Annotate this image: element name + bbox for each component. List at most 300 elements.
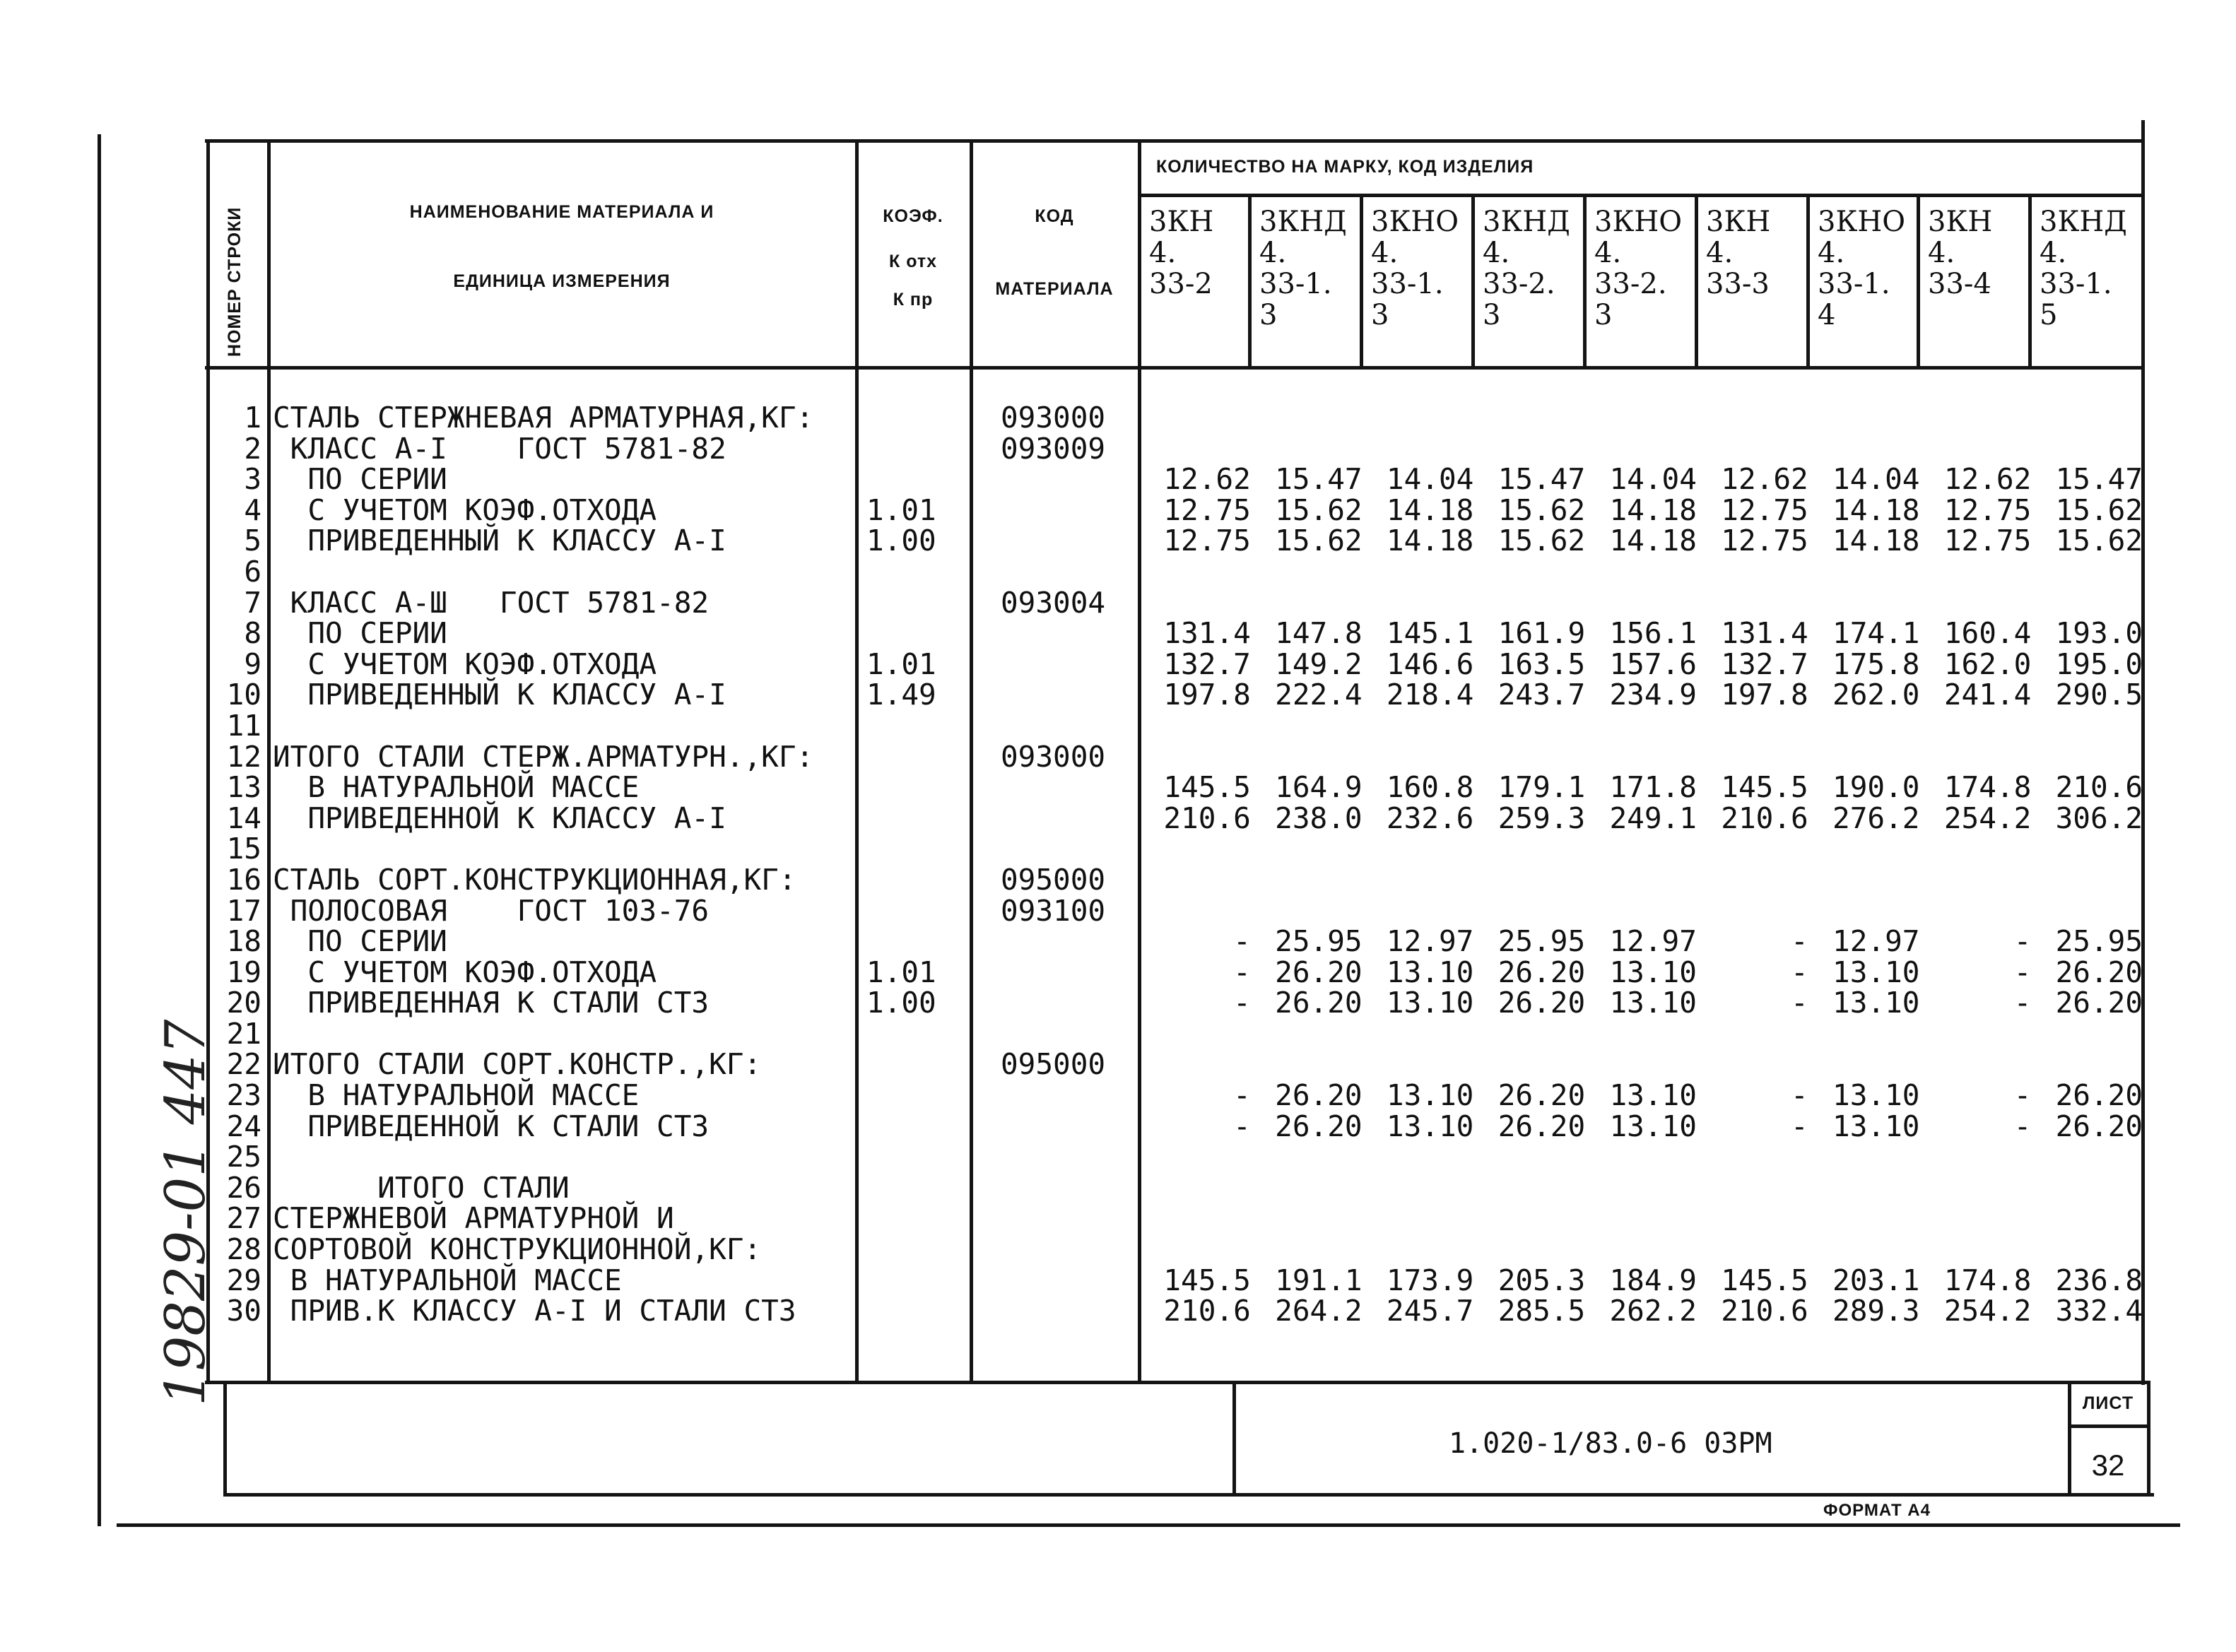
value-cell: 210.6 xyxy=(1721,1294,1808,1328)
row-number: 10 xyxy=(226,678,261,712)
coefficient xyxy=(866,557,965,588)
value-cell: 193.0 xyxy=(2055,616,2143,651)
value-cell xyxy=(1363,434,1474,465)
material-name xyxy=(273,711,852,742)
value-cell: 145.5 xyxy=(1721,1263,1808,1297)
value-cell: 210.6 xyxy=(1163,1294,1251,1328)
value-cell: 12.75 xyxy=(1721,492,1808,527)
value-cell: 174.8 xyxy=(1943,770,2032,805)
coefficient xyxy=(866,711,965,742)
value-cell: 25.95 xyxy=(1497,924,1586,959)
coefficient xyxy=(866,464,965,495)
material-name: СТАЛЬ СТЕРЖНЕВАЯ АРМАТУРНАЯ,КГ: xyxy=(273,401,814,435)
material-code xyxy=(1001,1203,1135,1234)
value-cell: 171.8 xyxy=(1609,770,1697,805)
material-code xyxy=(1001,1234,1135,1265)
value-cell xyxy=(1919,434,2031,465)
value-cell xyxy=(1251,1049,1363,1080)
value-cell xyxy=(1363,834,1474,865)
product-code-header: 3КН 4. 33-3 xyxy=(1706,206,1771,300)
value-cell: 26.20 xyxy=(1497,986,1586,1020)
document-code: 1.020-1/83.0-6 03РМ xyxy=(1449,1427,1772,1460)
value-cell xyxy=(1585,834,1697,865)
material-code xyxy=(1001,1296,1135,1327)
value-row xyxy=(1139,1173,2143,1204)
value-row xyxy=(1139,1296,2143,1327)
material-name: ИТОГО СТАЛИ СТЕРЖ.АРМАТУРН.,КГ: xyxy=(273,739,814,774)
value-cell: 236.8 xyxy=(2055,1263,2143,1297)
value-cell: 232.6 xyxy=(1386,801,1474,835)
value-cell: 14.04 xyxy=(1832,462,1920,497)
material-name: ПРИВ.К КЛАССУ А-I И СТАЛИ СТ3 xyxy=(273,1294,796,1328)
format-label: ФОРМАТ А4 xyxy=(1823,1501,1931,1520)
value-cell: 15.47 xyxy=(1497,462,1586,497)
value-cell xyxy=(1697,1173,1808,1204)
material-code xyxy=(1001,1173,1135,1204)
value-cell: 218.4 xyxy=(1386,678,1474,712)
stamp-right-border xyxy=(2147,1381,2150,1495)
value-cell xyxy=(1919,742,2031,773)
value-cell: 13.10 xyxy=(1832,955,1920,989)
column-divider xyxy=(1806,195,1810,367)
value-cell xyxy=(2031,434,2143,465)
stamp-bottom-border xyxy=(223,1493,2154,1497)
value-cell: 131.4 xyxy=(1721,616,1808,651)
value-cell xyxy=(2031,1142,2143,1173)
coefficient xyxy=(866,618,965,649)
coefficient xyxy=(866,865,965,896)
value-cell xyxy=(1473,1049,1585,1080)
value-row xyxy=(1139,1203,2143,1234)
value-cell xyxy=(2031,896,2143,927)
material-name xyxy=(273,1142,852,1173)
value-cell: 13.10 xyxy=(1386,1078,1474,1113)
value-cell xyxy=(1697,1019,1808,1050)
material-code xyxy=(1001,1142,1135,1173)
value-cell xyxy=(1697,742,1808,773)
value-cell: 174.1 xyxy=(1832,616,1920,651)
value-cell xyxy=(1808,588,1920,619)
coefficient xyxy=(866,834,965,865)
value-cell: 13.10 xyxy=(1609,1078,1697,1113)
value-cell xyxy=(1363,1142,1474,1173)
value-cell: 26.20 xyxy=(1275,1078,1363,1113)
coefficient: 1.01 xyxy=(866,955,936,989)
coefficient xyxy=(866,1173,965,1204)
value-cell xyxy=(1585,1234,1697,1265)
value-cell xyxy=(1919,588,2031,619)
value-cell: 179.1 xyxy=(1497,770,1586,805)
value-cell xyxy=(1251,1019,1363,1050)
value-row xyxy=(1139,492,2143,527)
value-cell: 12.75 xyxy=(1163,492,1251,527)
value-cell: 12.97 xyxy=(1609,924,1697,959)
value-cell xyxy=(1808,557,1920,588)
value-cell xyxy=(1808,742,1920,773)
value-cell xyxy=(1919,865,2031,896)
value-cell: 254.2 xyxy=(1943,1294,2032,1328)
row-number-header: НОМЕР СТРОКИ xyxy=(225,206,245,357)
product-code-header: 3КНО 4. 33-2. 3 xyxy=(1594,206,1683,331)
value-cell: 157.6 xyxy=(1609,647,1697,681)
value-cell: 15.62 xyxy=(1497,492,1586,527)
value-cell: 160.8 xyxy=(1386,770,1474,805)
value-cell: - xyxy=(1791,955,1808,989)
margin-handwritten-note: 19829-01 447 xyxy=(154,1019,218,1406)
value-cell: 12.97 xyxy=(1386,924,1474,959)
row-number: 29 xyxy=(226,1263,261,1297)
value-cell xyxy=(1139,1234,1251,1265)
value-cell xyxy=(1139,1203,1251,1234)
column-divider xyxy=(1360,195,1363,367)
value-cell: 184.9 xyxy=(1609,1263,1697,1297)
stamp-left-border xyxy=(223,1381,227,1495)
value-cell xyxy=(1139,1173,1251,1204)
stamp-mid-divider xyxy=(1232,1381,1236,1495)
value-cell xyxy=(1919,1203,2031,1234)
coefficient-column xyxy=(866,403,965,1327)
value-cell: 13.10 xyxy=(1386,986,1474,1020)
value-cell xyxy=(1139,434,1251,465)
coefficient xyxy=(866,926,965,957)
value-cell: 174.8 xyxy=(1943,1263,2032,1297)
value-cell xyxy=(1139,865,1251,896)
value-cell xyxy=(1585,1049,1697,1080)
value-cell xyxy=(2031,1234,2143,1265)
value-cell: 26.20 xyxy=(2055,1078,2143,1113)
value-cell xyxy=(1919,1142,2031,1173)
left-margin-line xyxy=(98,134,101,1526)
product-code-header: 3КНО 4. 33-1. 3 xyxy=(1371,206,1459,331)
material-code xyxy=(1001,1080,1135,1111)
value-cell: 132.7 xyxy=(1163,647,1251,681)
value-cell: 15.62 xyxy=(1275,492,1363,527)
column-divider xyxy=(2028,195,2032,367)
value-cell: 197.8 xyxy=(1721,678,1808,712)
value-cell: - xyxy=(1791,924,1808,959)
value-cell xyxy=(1473,557,1585,588)
row-number: 1 xyxy=(244,401,261,435)
value-row xyxy=(1139,1142,2143,1173)
material-code xyxy=(1001,1019,1135,1050)
value-cell: 25.95 xyxy=(2055,924,2143,959)
value-cell xyxy=(1251,1234,1363,1265)
value-cell xyxy=(1139,588,1251,619)
material-name: В НАТУРАЛЬНОЙ МАССЕ xyxy=(273,1078,640,1113)
value-row xyxy=(1139,957,2143,989)
value-cell xyxy=(1139,403,1251,434)
material-code xyxy=(1001,464,1135,495)
coefficient xyxy=(866,1265,965,1297)
value-cell: 145.5 xyxy=(1163,770,1251,805)
material-code xyxy=(1001,772,1135,803)
value-cell: 234.9 xyxy=(1609,678,1697,712)
value-cell: 14.18 xyxy=(1609,492,1697,527)
value-cell xyxy=(1585,403,1697,434)
material-code xyxy=(1001,526,1135,557)
value-cell xyxy=(1363,1234,1474,1265)
value-cell xyxy=(1808,896,1920,927)
value-cell xyxy=(1139,834,1251,865)
value-cell xyxy=(1473,834,1585,865)
coefficient xyxy=(866,772,965,803)
value-cell xyxy=(1363,557,1474,588)
row-number: 13 xyxy=(226,770,261,805)
value-cell xyxy=(1919,1049,2031,1080)
value-cell: 243.7 xyxy=(1497,678,1586,712)
material-name: С УЧЕТОМ КОЭФ.ОТХОДА xyxy=(273,492,657,527)
value-cell: 145.1 xyxy=(1386,616,1474,651)
value-cell xyxy=(1919,834,2031,865)
value-cell xyxy=(1808,1234,1920,1265)
value-cell: - xyxy=(2013,955,2032,989)
value-cell xyxy=(1808,403,1920,434)
value-cell xyxy=(2031,557,2143,588)
column-divider xyxy=(1583,195,1587,367)
value-cell: 149.2 xyxy=(1275,647,1363,681)
value-cell xyxy=(1585,1173,1697,1204)
value-row xyxy=(1139,464,2143,495)
material-code: 093004 xyxy=(1001,585,1106,620)
row-number: 5 xyxy=(244,524,261,558)
value-cell xyxy=(1473,711,1585,742)
value-cell: 26.20 xyxy=(2055,986,2143,1020)
value-cell: 290.5 xyxy=(2055,678,2143,712)
value-cell: 15.62 xyxy=(1275,524,1363,558)
value-cell: 162.0 xyxy=(1943,647,2032,681)
value-cell xyxy=(1139,557,1251,588)
value-row xyxy=(1139,711,2143,742)
value-cell xyxy=(1473,896,1585,927)
value-cell: 12.97 xyxy=(1832,924,1920,959)
value-cell: 26.20 xyxy=(1497,1109,1586,1143)
row-number: 15 xyxy=(226,832,261,866)
value-cell xyxy=(1697,1142,1808,1173)
material-code xyxy=(1001,649,1135,680)
value-row xyxy=(1139,526,2143,557)
material-code xyxy=(1001,803,1135,834)
value-cell: 203.1 xyxy=(1832,1263,1920,1297)
sheet-label-divider xyxy=(2068,1424,2147,1428)
value-cell: 222.4 xyxy=(1275,678,1363,712)
value-cell: 249.1 xyxy=(1609,801,1697,835)
material-name xyxy=(273,834,852,865)
material-name: СТЕРЖНЕВОЙ АРМАТУРНОЙ И xyxy=(273,1201,674,1236)
value-cell: 259.3 xyxy=(1497,801,1586,835)
value-cell xyxy=(2031,1203,2143,1234)
quantity-header-divider xyxy=(1139,194,2141,197)
value-cell xyxy=(1919,1019,2031,1050)
value-cell: 146.6 xyxy=(1386,647,1474,681)
value-cell xyxy=(1919,711,2031,742)
row-number: 23 xyxy=(226,1078,261,1113)
row-number: 19 xyxy=(226,955,261,989)
material-code xyxy=(1001,1265,1135,1297)
value-cell: 15.47 xyxy=(2055,462,2143,497)
value-cell xyxy=(1139,1049,1251,1080)
value-cell xyxy=(1808,1203,1920,1234)
value-row xyxy=(1139,403,2143,434)
value-cell: 13.10 xyxy=(1832,986,1920,1020)
value-cell xyxy=(2031,834,2143,865)
value-cell xyxy=(1808,1019,1920,1050)
value-cell xyxy=(1697,588,1808,619)
material-code: 095000 xyxy=(1001,1047,1106,1082)
value-cell xyxy=(1697,865,1808,896)
value-cell: 160.4 xyxy=(1943,616,2032,651)
row-number: 30 xyxy=(226,1294,261,1328)
value-cell: 13.10 xyxy=(1609,1109,1697,1143)
value-cell xyxy=(1808,434,1920,465)
coefficient: 1.49 xyxy=(866,678,936,712)
value-row xyxy=(1139,803,2143,834)
code-header-line2: МАТЕРИАЛА xyxy=(995,279,1114,299)
value-cell: 132.7 xyxy=(1721,647,1808,681)
row-number: 4 xyxy=(244,492,261,527)
value-cell: 13.10 xyxy=(1609,955,1697,989)
coefficient xyxy=(866,588,965,619)
material-code: 093000 xyxy=(1001,739,1106,774)
value-row xyxy=(1139,434,2143,465)
coefficient xyxy=(866,1296,965,1327)
coefficient: 1.01 xyxy=(866,492,936,527)
value-cell xyxy=(1585,711,1697,742)
value-cell xyxy=(1919,403,2031,434)
value-cell: 13.10 xyxy=(1386,955,1474,989)
row-number: 27 xyxy=(226,1201,261,1236)
value-row xyxy=(1139,772,2143,803)
value-cell xyxy=(1585,742,1697,773)
value-cell xyxy=(1473,1019,1585,1050)
value-row xyxy=(1139,680,2143,711)
value-cell: 276.2 xyxy=(1832,801,1920,835)
quantity-header: КОЛИЧЕСТВО НА МАРКУ, КОД ИЗДЕЛИЯ xyxy=(1156,157,1534,177)
value-cell xyxy=(1139,711,1251,742)
coefficient xyxy=(866,1019,965,1050)
value-cell: 145.5 xyxy=(1721,770,1808,805)
row-number: 14 xyxy=(226,801,261,835)
value-cell xyxy=(1251,896,1363,927)
value-cell: 175.8 xyxy=(1832,647,1920,681)
value-row xyxy=(1139,742,2143,773)
value-cell: 238.0 xyxy=(1275,801,1363,835)
material-name: ПО СЕРИИ xyxy=(273,462,447,497)
value-cell: 245.7 xyxy=(1386,1294,1474,1328)
value-cell xyxy=(1251,1142,1363,1173)
value-cell: 131.4 xyxy=(1163,616,1251,651)
value-cell xyxy=(1697,434,1808,465)
value-cell: 12.75 xyxy=(1943,492,2032,527)
value-cell xyxy=(1473,865,1585,896)
value-cell: 210.6 xyxy=(1163,801,1251,835)
value-cell: - xyxy=(1233,924,1251,959)
value-cell xyxy=(1473,1173,1585,1204)
row-number: 18 xyxy=(226,924,261,959)
name-divider xyxy=(855,139,859,1383)
value-cell xyxy=(1251,1203,1363,1234)
coefficient: 1.01 xyxy=(866,647,936,681)
value-cell xyxy=(1473,1203,1585,1234)
coefficient xyxy=(866,1049,965,1080)
value-row xyxy=(1139,896,2143,927)
value-cell xyxy=(1251,403,1363,434)
coef-header-line2: К отх xyxy=(888,252,937,271)
material-name-header-line2: ЕДИНИЦА ИЗМЕРЕНИЯ xyxy=(453,271,671,291)
value-cell xyxy=(1808,865,1920,896)
value-cell xyxy=(1697,403,1808,434)
material-name: СТАЛЬ СОРТ.КОНСТРУКЦИОННАЯ,КГ: xyxy=(273,862,796,897)
row-number: 7 xyxy=(244,585,261,620)
material-code xyxy=(1001,680,1135,711)
value-cell: 12.62 xyxy=(1721,462,1808,497)
value-cell: 210.6 xyxy=(2055,770,2143,805)
header-bottom-border xyxy=(205,366,2141,370)
material-name: С УЧЕТОМ КОЭФ.ОТХОДА xyxy=(273,647,657,681)
sheet-label: ЛИСТ xyxy=(2082,1393,2134,1413)
value-cell xyxy=(1808,711,1920,742)
value-cell xyxy=(1919,557,2031,588)
product-code-header: 3КН 4. 33-2 xyxy=(1149,206,1214,300)
value-cell: 14.04 xyxy=(1609,462,1697,497)
value-cell: 26.20 xyxy=(1275,1109,1363,1143)
column-divider xyxy=(1695,195,1698,367)
value-cell xyxy=(1585,1203,1697,1234)
value-cell: 262.2 xyxy=(1609,1294,1697,1328)
material-name xyxy=(273,557,852,588)
value-cell xyxy=(1473,1234,1585,1265)
row-number: 22 xyxy=(226,1047,261,1082)
coefficient: 1.00 xyxy=(866,524,936,558)
material-name: ПРИВЕДЕННОЙ К СТАЛИ СТ3 xyxy=(273,1109,710,1143)
value-cell: 332.4 xyxy=(2055,1294,2143,1328)
value-cell: 164.9 xyxy=(1275,770,1363,805)
value-cell xyxy=(1251,557,1363,588)
material-name: С УЧЕТОМ КОЭФ.ОТХОДА xyxy=(273,955,657,989)
sheet-number: 32 xyxy=(2091,1449,2125,1482)
value-cell xyxy=(1139,1019,1251,1050)
row-number: 8 xyxy=(244,616,261,651)
row-number: 21 xyxy=(226,1016,261,1051)
row-number: 3 xyxy=(244,462,261,497)
value-cell: - xyxy=(1233,986,1251,1020)
value-cell xyxy=(1697,557,1808,588)
row-number: 28 xyxy=(226,1232,261,1267)
value-cell: 26.20 xyxy=(2055,955,2143,989)
coefficient xyxy=(866,1111,965,1143)
value-cell: 12.62 xyxy=(1943,462,2032,497)
value-cell xyxy=(1697,1203,1808,1234)
value-cell: 12.62 xyxy=(1163,462,1251,497)
row-number: 24 xyxy=(226,1109,261,1143)
coefficient xyxy=(866,403,965,434)
coefficient xyxy=(866,896,965,927)
value-cell: 14.18 xyxy=(1832,524,1920,558)
value-cell: 205.3 xyxy=(1497,1263,1586,1297)
value-cell xyxy=(2031,742,2143,773)
value-cell: 190.0 xyxy=(1832,770,1920,805)
column-divider xyxy=(1471,195,1475,367)
value-cell: 145.5 xyxy=(1163,1263,1251,1297)
value-cell: - xyxy=(1233,1109,1251,1143)
value-cell xyxy=(1251,865,1363,896)
value-cell xyxy=(1251,711,1363,742)
material-name xyxy=(273,1019,852,1050)
column-divider xyxy=(1248,195,1252,367)
rownum-divider xyxy=(267,139,271,1383)
coefficient xyxy=(866,1080,965,1111)
value-cell: 26.20 xyxy=(1497,955,1586,989)
value-cell xyxy=(1697,1049,1808,1080)
